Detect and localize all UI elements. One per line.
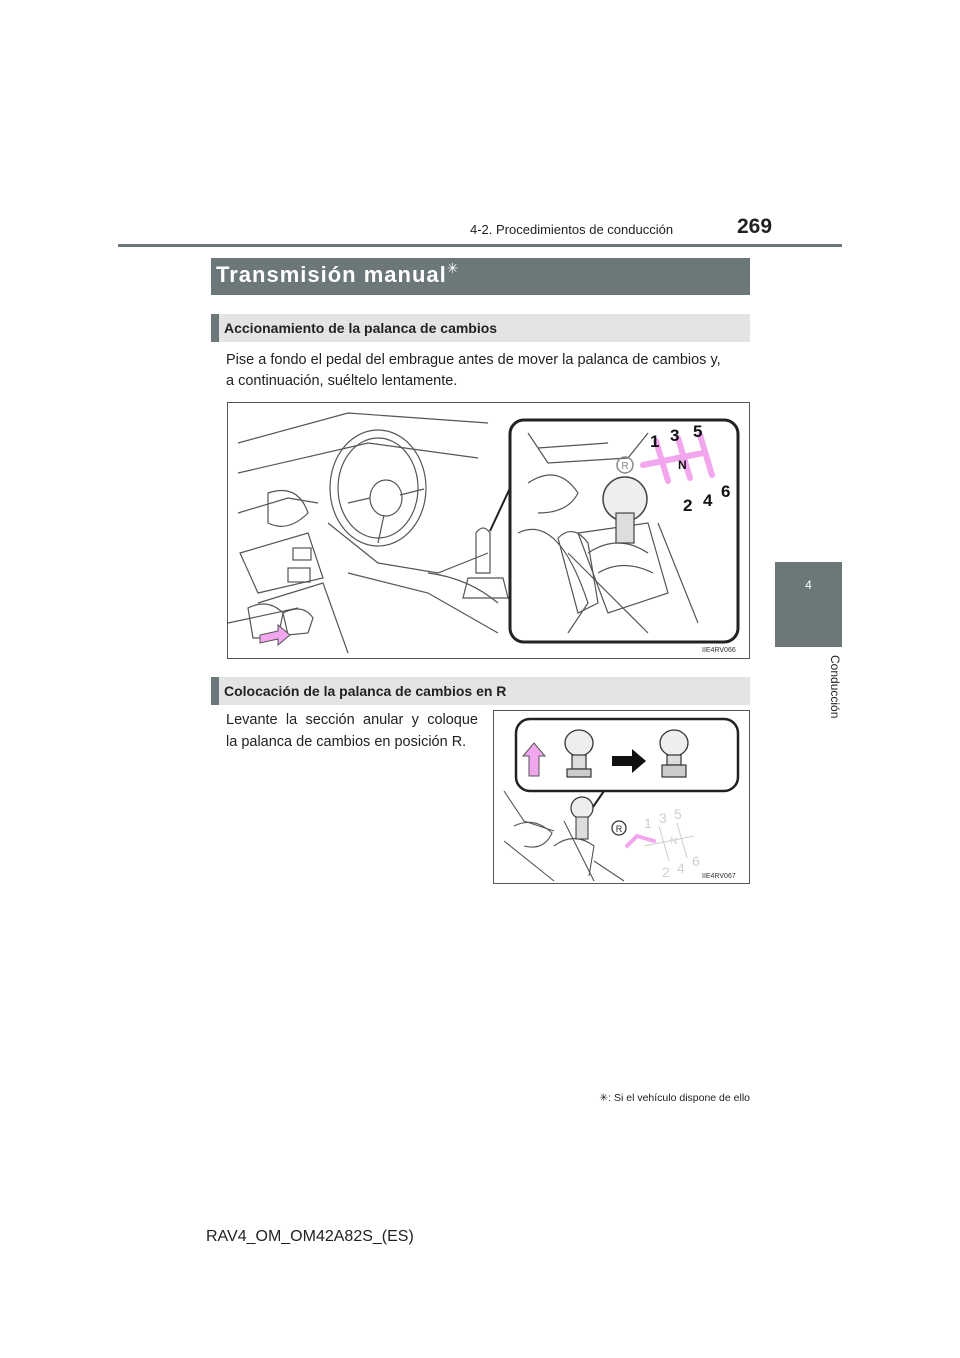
figure2-code: IIE4RV067 <box>702 873 736 880</box>
figure-shift-lever-illustration <box>228 403 749 658</box>
reverse-callout-frame <box>516 719 738 791</box>
header-rule <box>118 244 842 247</box>
clutch-pedal-arrow <box>260 625 290 645</box>
reverse-label: R <box>621 461 629 472</box>
boot-before <box>567 769 591 777</box>
dashboard-lineart <box>228 413 508 653</box>
figure-reverse-shift <box>493 710 750 884</box>
shift-lever-stem <box>616 513 634 543</box>
reverse-label-small: R <box>615 824 623 834</box>
gear-6-label: 6 <box>721 482 731 501</box>
header-section-title: 4-2. Procedimientos de conducción <box>470 222 674 237</box>
gear-4-label: 4 <box>703 491 713 510</box>
footnote-text: : Si el vehículo dispone de ello <box>608 1092 750 1104</box>
boot-after <box>662 765 686 777</box>
gear-1-label: 1 <box>650 432 660 451</box>
page-title-text: Transmisión manual <box>216 262 447 287</box>
page-title <box>216 262 459 288</box>
knob-before <box>565 730 593 756</box>
gear-5-label: 5 <box>693 422 703 441</box>
shift-stem-small <box>576 817 588 839</box>
section1-body-line1: Pise a fondo el pedal del embrague antes de mover la palanca de cambios y, <box>226 352 721 368</box>
ring-before <box>572 755 586 769</box>
shift-knob-small <box>571 797 593 819</box>
gear-neutral-faded: N <box>670 836 678 847</box>
knob-after <box>660 730 688 756</box>
section2-body-line1: Levante la sección anular y coloque <box>226 712 478 728</box>
chapter-tab-number: 4 <box>805 578 812 592</box>
figure1-code: IIE4RV066 <box>702 647 736 654</box>
section2-body-line2: la palanca de cambios en posición R. <box>226 734 467 750</box>
chapter-tab-label: Conducción <box>828 655 842 719</box>
footer-document-code: RAV4_OM_OM42A82S_(ES) <box>206 1228 414 1245</box>
gear-2-label: 2 <box>683 496 693 515</box>
section1-heading: Accionamiento de la palanca de cambios <box>224 320 498 336</box>
ring-after <box>667 755 681 765</box>
gear-6-faded: 6 <box>692 853 700 869</box>
section1-body-line2: a continuación, suéltelo lentamente. <box>226 373 458 389</box>
gear-1-faded: 1 <box>644 815 652 831</box>
gear-5-faded: 5 <box>674 806 682 822</box>
gear-3-label: 3 <box>670 426 680 445</box>
asterisk-icon: ✳ <box>446 260 460 276</box>
figure-reverse-illustration <box>494 711 749 883</box>
gear-neutral-label: N <box>678 458 687 472</box>
gear-3-faded: 3 <box>659 810 667 826</box>
footnote-asterisk-icon: ✳ <box>599 1092 609 1104</box>
gear-4-faded: 4 <box>677 860 685 876</box>
figure-shift-lever-operation <box>227 402 750 659</box>
chapter-tab <box>775 562 842 647</box>
section2-heading: Colocación de la palanca de cambios en R <box>224 683 507 699</box>
gear-2-faded: 2 <box>662 864 670 880</box>
page-number: 269 <box>737 215 773 238</box>
footnote <box>599 1092 750 1104</box>
console-lineart <box>504 791 624 881</box>
